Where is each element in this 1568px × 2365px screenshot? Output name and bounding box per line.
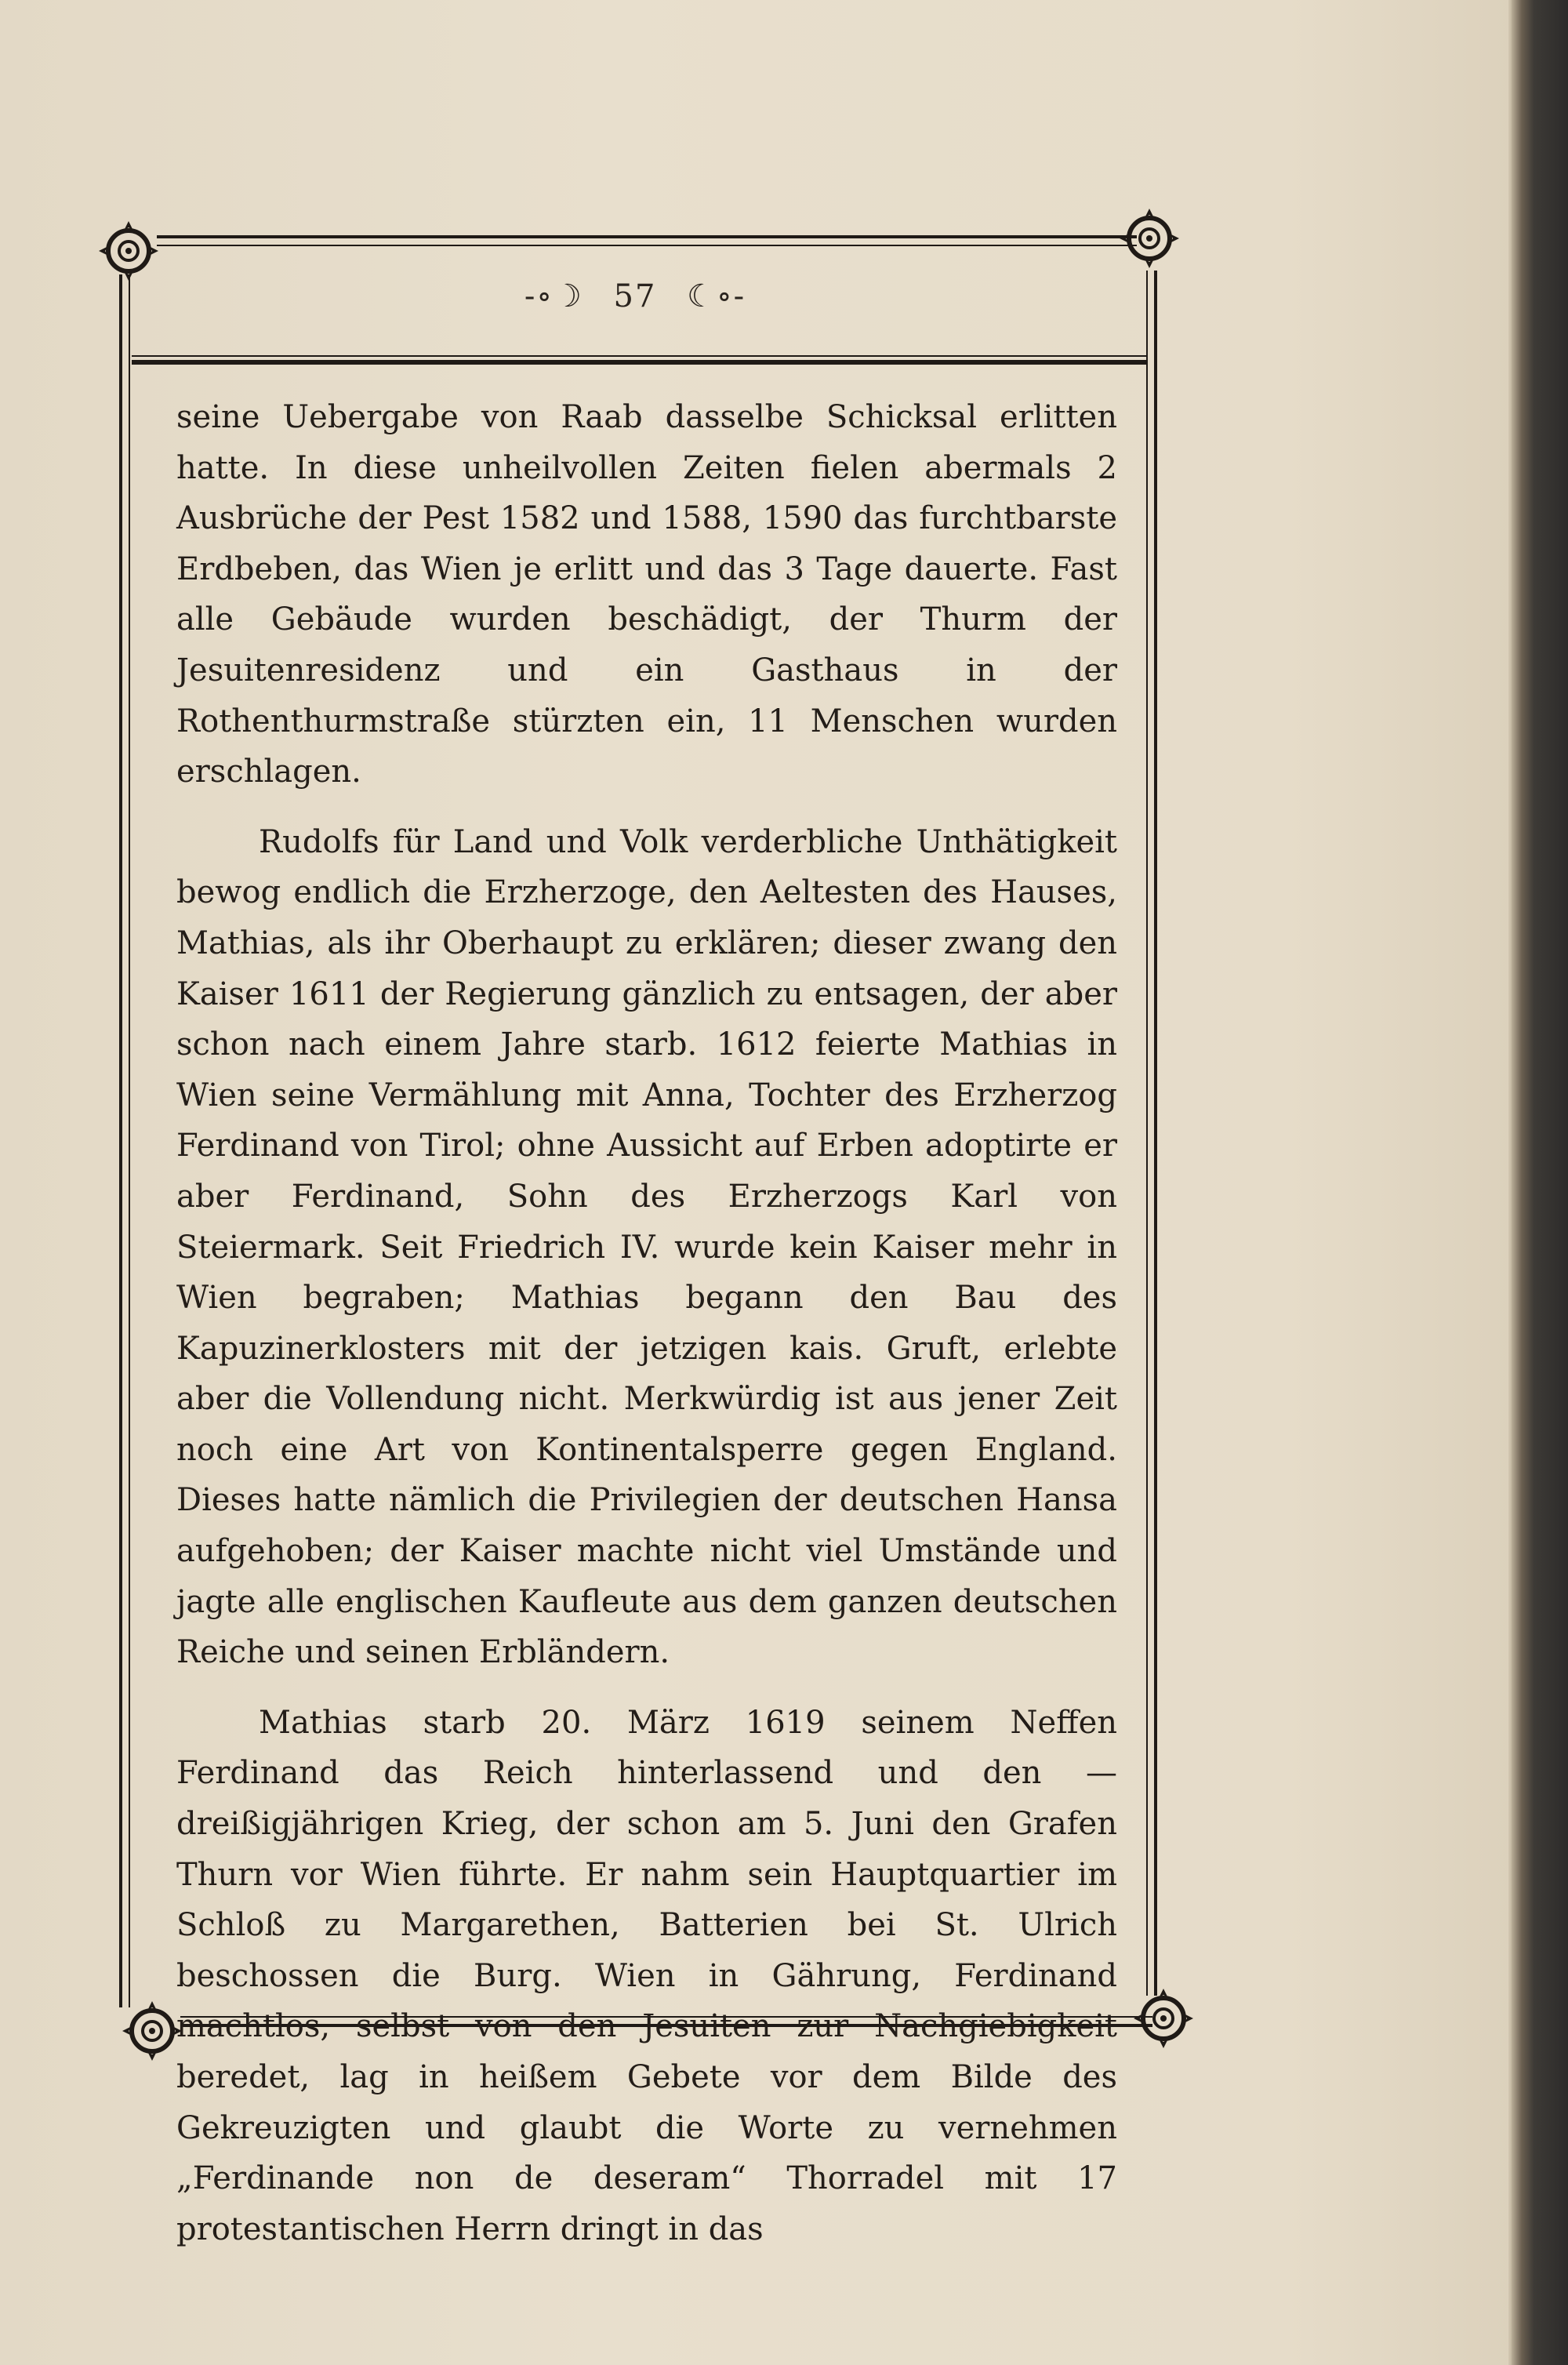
body-text [176,392,1117,2254]
paragraph-3: Mathias starb 20. März 1619 seinem Neffen Ferdinand das Reich hinterlassend und den — dreißigjährigen Krieg, der schon am 5. Juni den Grafen Thurn vor Wien führte. Er nahm sein Hauptquartier im Schloß zu Margarethen, Batterien bei St. Ulrich beschossen die Burg. Wien in Gährung, Ferdinand machtlos, selbst von den Jesuiten zur Nachgiebigkeit beredet, lag in heißem Gebete vor dem Bilde des Gekreuzigten und glaubt die Worte zu vernehmen „Ferdinande non de deseram“ Thorradel mit 17 protestantischen Herrn dringt in das [176,1704,1117,2247]
frame-right-rule-outer [1154,271,1157,1996]
corner-ornament-bottom-left-icon [121,2000,183,2062]
corner-ornament-top-right-icon [1118,207,1181,270]
frame-top-rule-inner [157,245,1137,246]
corner-ornament-bottom-right-icon [1132,1987,1195,2050]
page-number-right-ornament: ☾∘- [687,278,746,314]
page-number-header [0,278,1270,314]
header-rule-thin [132,355,1146,357]
page-number: 57 [613,278,657,314]
page-number-left-ornament: -∘☽ [524,278,583,314]
corner-ornament-top-left-icon [97,220,160,282]
frame-top-rule-outer [157,235,1137,238]
header-rule-heavy [132,360,1146,365]
frame-left-rule-inner [129,274,130,2007]
frame-right-rule-inner [1146,271,1148,1996]
paragraph-2: Rudolfs für Land und Volk verderbliche Unthätigkeit bewog endlich die Erzherzoge, den Aeltesten des Hauses, Mathias, als ihr Oberhaupt zu erklären; dieser zwang den Kaiser 1611 der Regierung gänzlich zu entsagen, der aber schon nach einem Jahre starb. 1612 feierte Mathias in Wien seine Vermählung mit Anna, Tochter des Erzherzog Ferdinand von Tirol; ohne Aussicht auf Erben adoptirte er aber Ferdinand, Sohn des Erzherzogs Karl von Steiermark. Seit Friedrich IV. wurde kein Kaiser mehr in Wien begraben; Mathias begann den Bau des Kapuzinerklosters mit der jetzigen kais. Gruft, erlebte aber die Vollendung nicht. Merkwürdig ist aus jener Zeit noch eine Art von Kontinentalsperre gegen England. Dieses hatte nämlich die Privilegien der deutschen Hansa aufgehoben; der Kaiser machte nicht viel Umstände und jagte alle englischen Kaufleute aus dem ganzen deutschen Reiche und seinen Erbländern. [176,823,1117,1671]
frame-left-rule-outer [119,274,122,2007]
paragraph-1: seine Uebergabe von Raab dasselbe Schicksal erlitten hatte. In diese unheilvollen Zeiten fielen abermals 2 Ausbrüche der Pest 1582 und 1588, 1590 das furchtbarste Erdbeben, das Wien je erlitt und das 3 Tage dauerte. Fast alle Gebäude wurden beschädigt, der Thurm der Jesuitenresidenz und ein Gasthaus in der Rothenthurmstraße stürzten ein, 11 Menschen wurden erschlagen. [176,399,1117,790]
book-binding [1512,0,1568,2365]
